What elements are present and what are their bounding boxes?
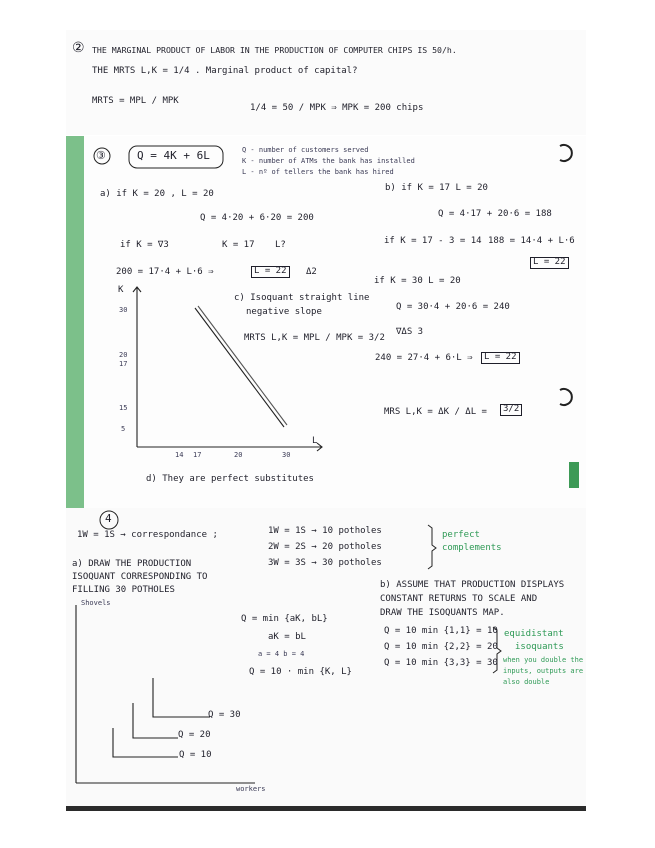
q4-row-3: 3W = 3S → 30 potholes <box>268 558 382 568</box>
q3-isoquant-2 <box>198 306 287 425</box>
q4-bracket <box>428 525 436 569</box>
q3-x-tick-17: 17 <box>193 451 202 459</box>
iso-label-10: Q = 10 <box>179 750 212 760</box>
q3-note-1: Q - number of customers served <box>242 146 369 154</box>
isoquant-20 <box>133 703 178 738</box>
q4-b-calc-2: Q = 10 min {2,2} = 20 <box>384 642 498 652</box>
q3-d: d) They are perfect substitutes <box>146 474 314 484</box>
q4-fn-1: Q = min {aK, bL} <box>241 614 328 624</box>
isoquant-30 <box>153 678 210 717</box>
q3-graph-y-label: K <box>118 285 124 295</box>
q4-a-3: FILLING 30 POTHOLES <box>72 585 175 595</box>
q3-b-delta: ∇ΔS 3 <box>396 327 424 337</box>
q2-mrts-def: MRTS = MPL / MPK <box>92 96 179 106</box>
q3-y-tick-20: 20 <box>119 351 128 359</box>
q4-b-calc-1: Q = 10 min {1,1} = 10 <box>384 626 498 636</box>
iso-label-30: Q = 30 <box>208 710 241 720</box>
iso-label-20: Q = 20 <box>178 730 211 740</box>
q4-a-1: a) DRAW THE PRODUCTION <box>72 559 192 569</box>
q3-b-eq2: 240 = 27·4 + 6·L ⇒ <box>375 353 473 363</box>
q3-a-result-post: Δ2 <box>306 267 317 277</box>
q3-graph-x-label: L <box>312 436 318 446</box>
q4-green-2: isoquants <box>515 642 564 652</box>
q3-y-tick-5: 5 <box>121 425 126 433</box>
q3-c-label2: negative slope <box>246 307 322 317</box>
q2-line2: THE MRTS L,K = 1/4 . Marginal product of capital? <box>92 66 358 76</box>
q2-solve: 1/4 = 50 / MPK ⇒ MPK = 200 chips <box>250 103 424 113</box>
q3-note-2: K - number of ATMs the bank has installed <box>242 157 415 165</box>
q4-green-5: also double <box>503 678 550 686</box>
q3-mrs-val: 3/2 <box>500 404 522 416</box>
q3-isoquant-1 <box>195 308 284 427</box>
q4-number: 4 <box>105 512 112 525</box>
q3-equation: Q = 4K + 6L <box>137 149 210 162</box>
q2-number: ② <box>72 40 85 56</box>
ring-hole-2 <box>560 389 572 405</box>
q4-b-1: b) ASSUME THAT PRODUCTION DISPLAYS <box>380 580 565 590</box>
q3-x-tick-30: 30 <box>282 451 291 459</box>
q3-note-3: L - nº of tellers the bank has hired <box>242 168 394 176</box>
q4-green-3: when you double the <box>503 656 584 664</box>
q4-axis-y: Shovels <box>81 599 111 607</box>
q3-y-tick-17: 17 <box>119 360 128 368</box>
q3-mrs: MRS L,K = ΔK / ΔL = <box>384 407 487 417</box>
q3-a-result-pre: 200 = 17·4 + L·6 ⇒ <box>116 267 214 277</box>
q3-a-label: a) if K = 20 , L = 20 <box>100 189 214 199</box>
q3-number: ③ <box>96 149 106 162</box>
q3-x-tick-20: 20 <box>234 451 243 459</box>
q4-a-2: ISOQUANT CORRESPONDING TO <box>72 572 208 582</box>
q3-b-calc: Q = 4·17 + 20·6 = 188 <box>438 209 552 219</box>
q3-c-label: c) Isoquant straight line <box>234 293 370 303</box>
q4-green-4: inputs, outputs are <box>503 667 584 675</box>
q4-fn-3: a = 4 b = 4 <box>258 650 305 658</box>
q4-axis-x: workers <box>236 785 266 793</box>
q4-b-3: DRAW THE ISOQUANTS MAP. <box>380 608 505 618</box>
q4-fn-4: Q = 10 · min {K, L} <box>249 667 352 677</box>
q3-y-tick-15: 15 <box>119 404 128 412</box>
q4-b-calc-3: Q = 10 min {3,3} = 30 <box>384 658 498 668</box>
q3-b-res: L = 22 <box>530 257 569 269</box>
q3-c-mrts: MRTS L,K = MPL / MPK = 3/2 <box>244 333 385 343</box>
q3-b-calc2: Q = 30·4 + 20·6 = 240 <box>396 302 510 312</box>
q4-green-1: equidistant <box>504 629 564 639</box>
q4-head: 1W = 1S → correspondance ; <box>77 530 218 540</box>
q4-complements-1: perfect <box>442 530 480 540</box>
q3-a-k: K = 17 <box>222 240 255 250</box>
q3-a-calc: Q = 4·20 + 6·20 = 200 <box>200 213 314 223</box>
q3-x-tick-14: 14 <box>175 451 184 459</box>
q3-b-res2: L = 22 <box>481 352 520 364</box>
q4-complements-2: complements <box>442 543 502 553</box>
q4-fn-2: aK = bL <box>268 632 306 642</box>
q4-b-2: CONSTANT RETURNS TO SCALE AND <box>380 594 538 604</box>
q3-y-tick-30: 30 <box>119 306 128 314</box>
q3-b-if: if K = 17 - 3 = 14 <box>384 236 482 246</box>
q3-b-label: b) if K = 17 L = 20 <box>385 183 488 193</box>
isoquant-10 <box>113 728 178 757</box>
q4-row-1: 1W = 1S → 10 potholes <box>268 526 382 536</box>
q3-a-l: L? <box>275 240 286 250</box>
q3-a-if: if K = ∇3 <box>120 240 169 250</box>
q4-row-2: 2W = 2S → 20 potholes <box>268 542 382 552</box>
q3-b-eq: 188 = 14·4 + L·6 <box>488 236 575 246</box>
q3-b-if2: if K = 30 L = 20 <box>374 276 461 286</box>
q2-line1: THE MARGINAL PRODUCT OF LABOR IN THE PRODUCTION OF COMPUTER CHIPS IS 50/h. <box>92 45 457 55</box>
q3-a-result: L = 22 <box>251 266 290 278</box>
ring-hole-1 <box>560 145 572 161</box>
q4-graph <box>76 605 255 783</box>
